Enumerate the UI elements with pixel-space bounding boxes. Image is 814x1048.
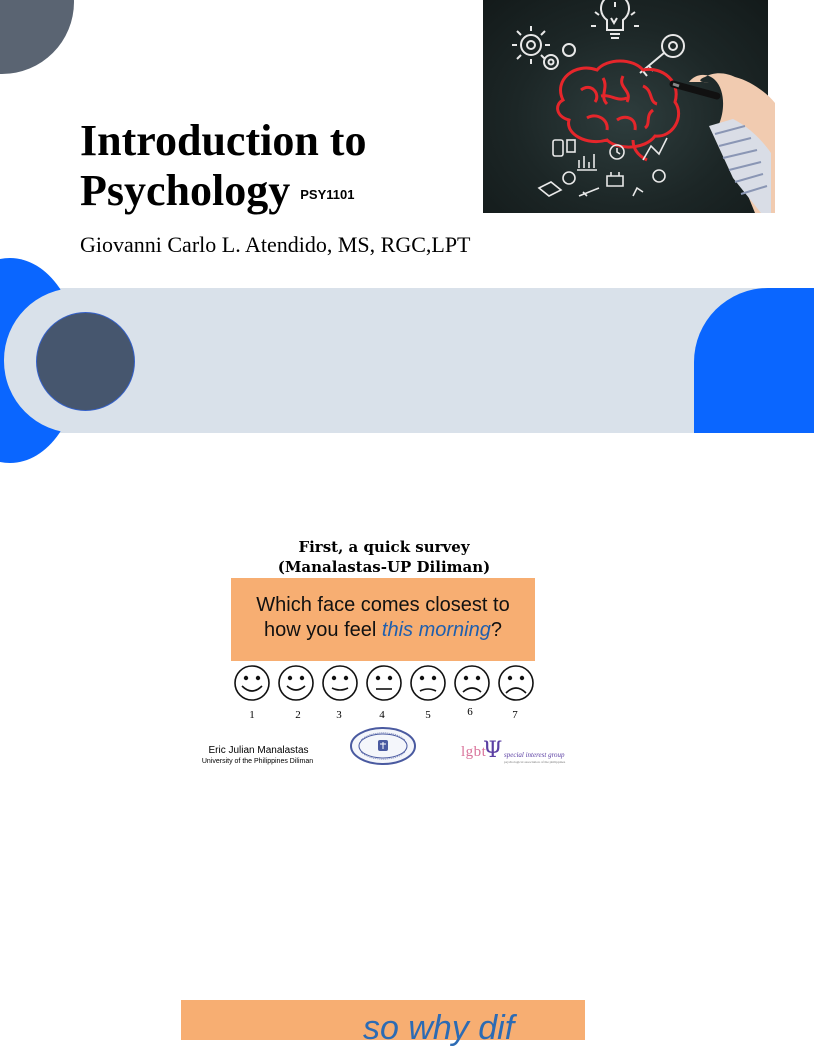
association-seal-logo — [349, 726, 417, 766]
credit-name: Eric Julian Manalastas — [208, 745, 309, 756]
scale-number-1: 1 — [249, 709, 255, 721]
face-scale-svg — [231, 664, 539, 702]
credit-university: University of the Philippines Diliman — [201, 758, 314, 765]
frown-face-icon[interactable] — [455, 666, 489, 700]
hand-with-marker-icon — [673, 73, 775, 213]
scale-number-7: 7 — [512, 709, 518, 721]
course-code: PSY1101 — [300, 187, 355, 202]
neutral-face-icon[interactable] — [367, 666, 401, 700]
slight-frown-face-icon[interactable] — [411, 666, 445, 700]
title-line-2 — [80, 166, 366, 220]
sad-face-icon[interactable] — [499, 666, 533, 700]
decorative-right-block — [694, 288, 814, 433]
scale-number-6: 6 — [467, 706, 473, 718]
smile-face-icon[interactable] — [279, 666, 313, 700]
title-slide — [0, 0, 768, 288]
scale-number-3: 3 — [336, 709, 342, 721]
decorative-circle — [36, 312, 135, 411]
scale-number-4: 4 — [379, 709, 385, 721]
psi-logo-icon: Ψ — [483, 738, 503, 763]
lgbt-logo-tagline: special interest group — [504, 751, 565, 759]
next-slide-text: so why dif — [363, 1009, 515, 1047]
scale-number-2: 2 — [295, 709, 301, 721]
slight-smile-face-icon[interactable] — [323, 666, 357, 700]
survey-heading — [184, 537, 584, 577]
scale-number-5: 5 — [425, 709, 431, 721]
doodle-icons — [539, 138, 667, 196]
title-line-1: Introduction to — [80, 116, 367, 165]
slide-title — [80, 116, 366, 220]
survey-question-highlight: this morning — [381, 619, 491, 641]
survey-question-mark: ? — [490, 619, 502, 641]
survey-question-box — [231, 578, 535, 661]
survey-question-line-1: Which face comes closest to — [256, 594, 510, 616]
smile-face-icon[interactable] — [235, 666, 269, 700]
blank-banner-slide — [0, 288, 768, 433]
brain-doodle-svg — [483, 0, 768, 213]
gear-icon — [512, 26, 575, 69]
face-scale — [231, 664, 539, 702]
title-word-psychology: Psychology — [80, 166, 291, 215]
lgbt-logo-text: lgbt — [461, 744, 487, 760]
survey-question-text: how you feel — [264, 619, 382, 641]
author-name: Giovanni Carlo L. Atendido, MS, RGC,LPT — [80, 232, 471, 257]
survey-heading-line-2: (Manalastas-UP Diliman) — [277, 558, 491, 576]
brain-doodle-illustration — [483, 0, 768, 213]
survey-heading-line-1: First, a quick survey — [298, 538, 470, 556]
lgbt-logo-subtitle: psychological association of the philippines — [504, 760, 566, 764]
lightbulb-icon — [591, 0, 639, 38]
survey-question-line-2 — [231, 618, 535, 643]
decorative-corner-circle — [0, 0, 74, 74]
next-slide-box — [181, 1000, 585, 1047]
